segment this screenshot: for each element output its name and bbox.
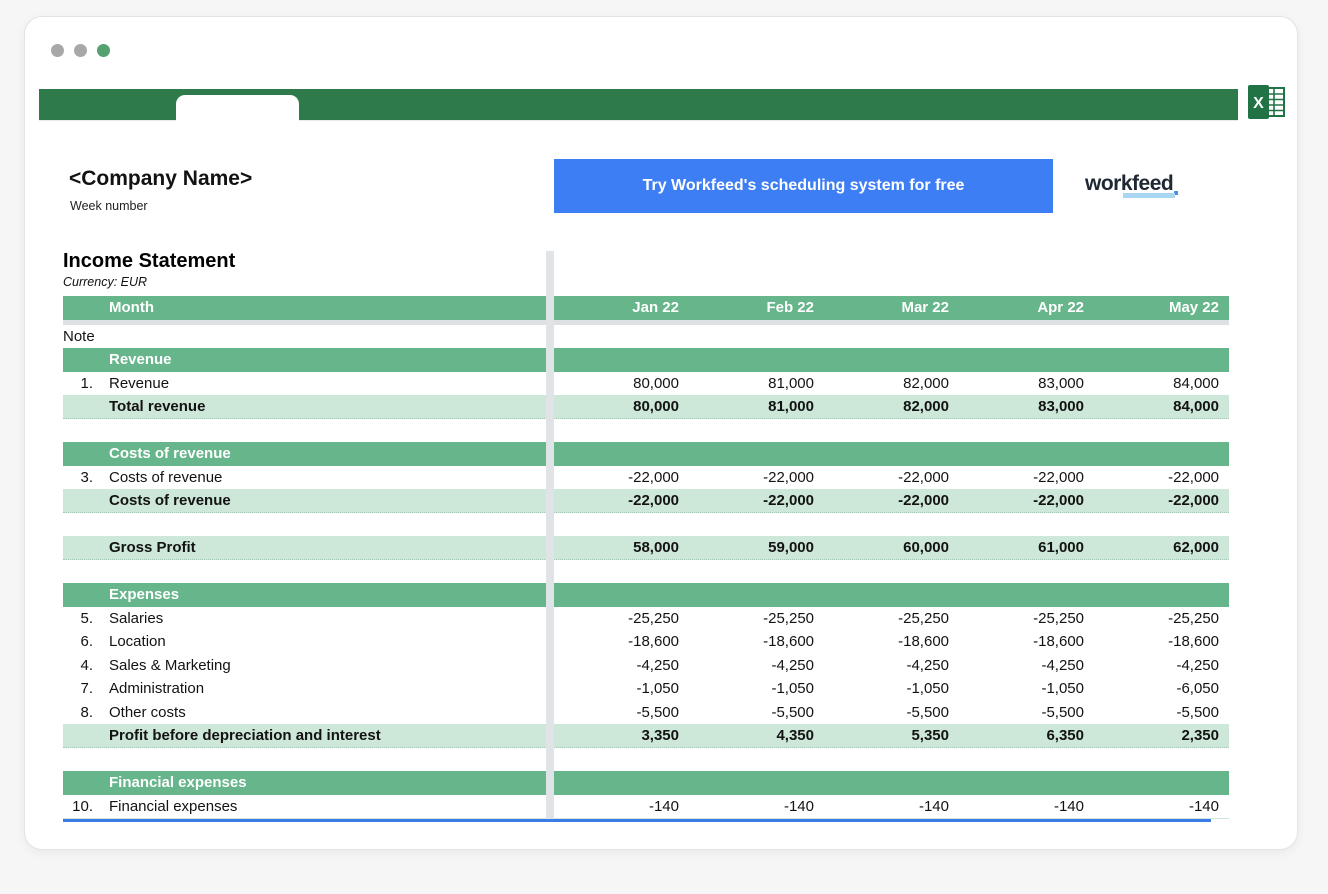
row-note-number: 7. <box>80 680 93 698</box>
logo-part-work: work <box>1085 172 1133 195</box>
app-window <box>24 16 1298 850</box>
table-row-financial-expenses <box>63 771 1229 795</box>
month-label-jan-22: Jan 22 <box>632 299 679 317</box>
freeze-pane-vertical-divider <box>546 251 554 819</box>
cell-value: 2,350 <box>1181 726 1219 744</box>
table-row-revenue <box>63 348 1229 372</box>
cell-value: -140 <box>1053 797 1084 815</box>
row-note-number: 5. <box>80 609 93 627</box>
cell-value: -5,500 <box>906 703 949 721</box>
cell-value: 83,000 <box>1038 397 1084 415</box>
table-spacer-row <box>63 419 1229 443</box>
row-label-costs-of-revenue: Costs of revenue <box>109 468 223 486</box>
cell-value: -4,250 <box>771 656 814 674</box>
month-label-mar-22: Mar 22 <box>901 299 949 317</box>
cell-value: 83,000 <box>1038 374 1084 392</box>
table-row-total-revenue <box>63 395 1229 419</box>
cell-value: -25,250 <box>898 609 949 627</box>
cell-value: -25,250 <box>1033 609 1084 627</box>
cell-value: -22,000 <box>763 491 814 509</box>
week-number-label: Week number <box>70 199 148 213</box>
scroll-cutoff-blue-line <box>63 819 1211 822</box>
logo-part-feed: feed <box>1132 172 1174 195</box>
income-statement-table <box>63 296 1229 822</box>
workfeed-ad-banner[interactable] <box>554 159 1053 213</box>
row-label-revenue: Revenue <box>109 374 170 392</box>
table-month-header-row <box>63 296 1229 320</box>
cell-value: -22,000 <box>898 491 949 509</box>
cell-value: 61,000 <box>1038 538 1084 556</box>
cell-value: -1,050 <box>771 680 814 698</box>
statement-currency-note: Currency: EUR <box>63 275 148 289</box>
row-note-number: 10. <box>72 797 93 815</box>
cell-value: 6,350 <box>1046 726 1084 744</box>
cell-value: 84,000 <box>1173 397 1219 415</box>
cell-value: -22,000 <box>1033 491 1084 509</box>
row-label-profit-before-depreciation-and-interest: Profit before depreciation and interest <box>109 726 381 744</box>
cell-value: 80,000 <box>633 397 679 415</box>
cell-value: -140 <box>918 797 949 815</box>
table-row-location <box>63 630 1229 654</box>
cell-value: -4,250 <box>906 656 949 674</box>
cell-value: -4,250 <box>636 656 679 674</box>
row-note-number: 8. <box>80 703 93 721</box>
table-spacer-row <box>63 748 1229 772</box>
cell-value: -18,600 <box>763 633 814 651</box>
table-row-gross-profit <box>63 536 1229 560</box>
cell-value: -5,500 <box>636 703 679 721</box>
row-label-costs-of-revenue: Costs of revenue <box>109 491 231 509</box>
month-label-may-22: May 22 <box>1168 299 1219 317</box>
cell-value: -140 <box>783 797 814 815</box>
row-label-costs-of-revenue: Costs of revenue <box>109 445 231 463</box>
month-label-apr-22: Apr 22 <box>1037 299 1084 317</box>
cell-value: -140 <box>648 797 679 815</box>
row-label-total-revenue: Total revenue <box>109 397 206 415</box>
cell-value: -5,500 <box>1176 703 1219 721</box>
row-label-gross-profit: Gross Profit <box>109 538 196 556</box>
cell-value: -1,050 <box>906 680 949 698</box>
sheet-tab[interactable] <box>176 95 299 122</box>
cell-value: 60,000 <box>903 538 949 556</box>
cell-value: -22,000 <box>628 491 679 509</box>
window-dot-1[interactable] <box>51 44 64 57</box>
cell-value: 5,350 <box>911 726 949 744</box>
cell-value: 82,000 <box>903 397 949 415</box>
table-row-other-costs <box>63 701 1229 725</box>
cell-value: 81,000 <box>768 374 814 392</box>
table-row-expenses <box>63 583 1229 607</box>
cell-value: -5,500 <box>1041 703 1084 721</box>
statement-title: Income Statement <box>63 250 236 272</box>
cell-value: -5,500 <box>771 703 814 721</box>
cell-value: -18,600 <box>1033 633 1084 651</box>
cell-value: -22,000 <box>1168 491 1219 509</box>
cell-value: 3,350 <box>641 726 679 744</box>
row-label-financial-expenses: Financial expenses <box>109 797 238 815</box>
table-row-sales-marketing <box>63 654 1229 678</box>
cell-value: -6,050 <box>1176 680 1219 698</box>
row-note-number: 1. <box>80 374 93 392</box>
cell-value: -25,250 <box>763 609 814 627</box>
table-row-costs-of-revenue <box>63 466 1229 490</box>
cell-value: -22,000 <box>1168 468 1219 486</box>
row-label-other-costs: Other costs <box>109 703 186 721</box>
row-label-location: Location <box>109 633 166 651</box>
cell-value: -1,050 <box>636 680 679 698</box>
table-row-costs-of-revenue <box>63 489 1229 513</box>
table-row-administration <box>63 677 1229 701</box>
table-spacer-row <box>63 560 1229 584</box>
row-note-number: 3. <box>80 468 93 486</box>
cell-value: -4,250 <box>1176 656 1219 674</box>
cell-value: -25,250 <box>628 609 679 627</box>
table-row-financial-expenses <box>63 795 1229 819</box>
table-spacer-row <box>63 513 1229 537</box>
cell-value: 84,000 <box>1173 374 1219 392</box>
company-name: <Company Name> <box>69 167 253 190</box>
cell-value: -18,600 <box>898 633 949 651</box>
cell-value: -22,000 <box>1033 468 1084 486</box>
cell-value: -18,600 <box>1168 633 1219 651</box>
cell-value: 80,000 <box>633 374 679 392</box>
row-label-sales-marketing: Sales & Marketing <box>109 656 231 674</box>
note-header-label: Note <box>63 327 95 345</box>
cell-value: 82,000 <box>903 374 949 392</box>
banner-label: Try Workfeed's scheduling system for free <box>642 177 965 194</box>
row-label-salaries: Salaries <box>109 609 164 627</box>
row-note-number: 4. <box>80 656 93 674</box>
cell-value: -4,250 <box>1041 656 1084 674</box>
workfeed-logo[interactable] <box>1085 172 1178 196</box>
row-label-revenue: Revenue <box>109 351 172 369</box>
cell-value: 4,350 <box>776 726 814 744</box>
excel-x-glyph: X <box>1253 95 1264 112</box>
cell-value: 81,000 <box>768 397 814 415</box>
row-label-administration: Administration <box>109 680 205 698</box>
cell-value: -18,600 <box>628 633 679 651</box>
window-controls <box>51 44 110 57</box>
excel-icon <box>1247 84 1287 125</box>
cell-value: -140 <box>1188 797 1219 815</box>
row-note-number: 6. <box>80 633 93 651</box>
table-note-row <box>63 325 1229 349</box>
month-header-label: Month <box>109 299 154 317</box>
cell-value: -22,000 <box>763 468 814 486</box>
cell-value: 58,000 <box>633 538 679 556</box>
window-dot-3[interactable] <box>97 44 110 57</box>
cell-value: 59,000 <box>768 538 814 556</box>
table-row-revenue <box>63 372 1229 396</box>
table-row-salaries <box>63 607 1229 631</box>
window-dot-2[interactable] <box>74 44 87 57</box>
row-label-expenses: Expenses <box>109 586 180 604</box>
month-label-feb-22: Feb 22 <box>766 299 814 317</box>
table-row-profit-before-depreciation-and-interest <box>63 724 1229 748</box>
cell-value: 62,000 <box>1173 538 1219 556</box>
row-label-financial-expenses: Financial expenses <box>109 774 247 792</box>
cell-value: -25,250 <box>1168 609 1219 627</box>
table-row-costs-of-revenue <box>63 442 1229 466</box>
cell-value: -22,000 <box>628 468 679 486</box>
cell-value: -1,050 <box>1041 680 1084 698</box>
cell-value: -22,000 <box>898 468 949 486</box>
